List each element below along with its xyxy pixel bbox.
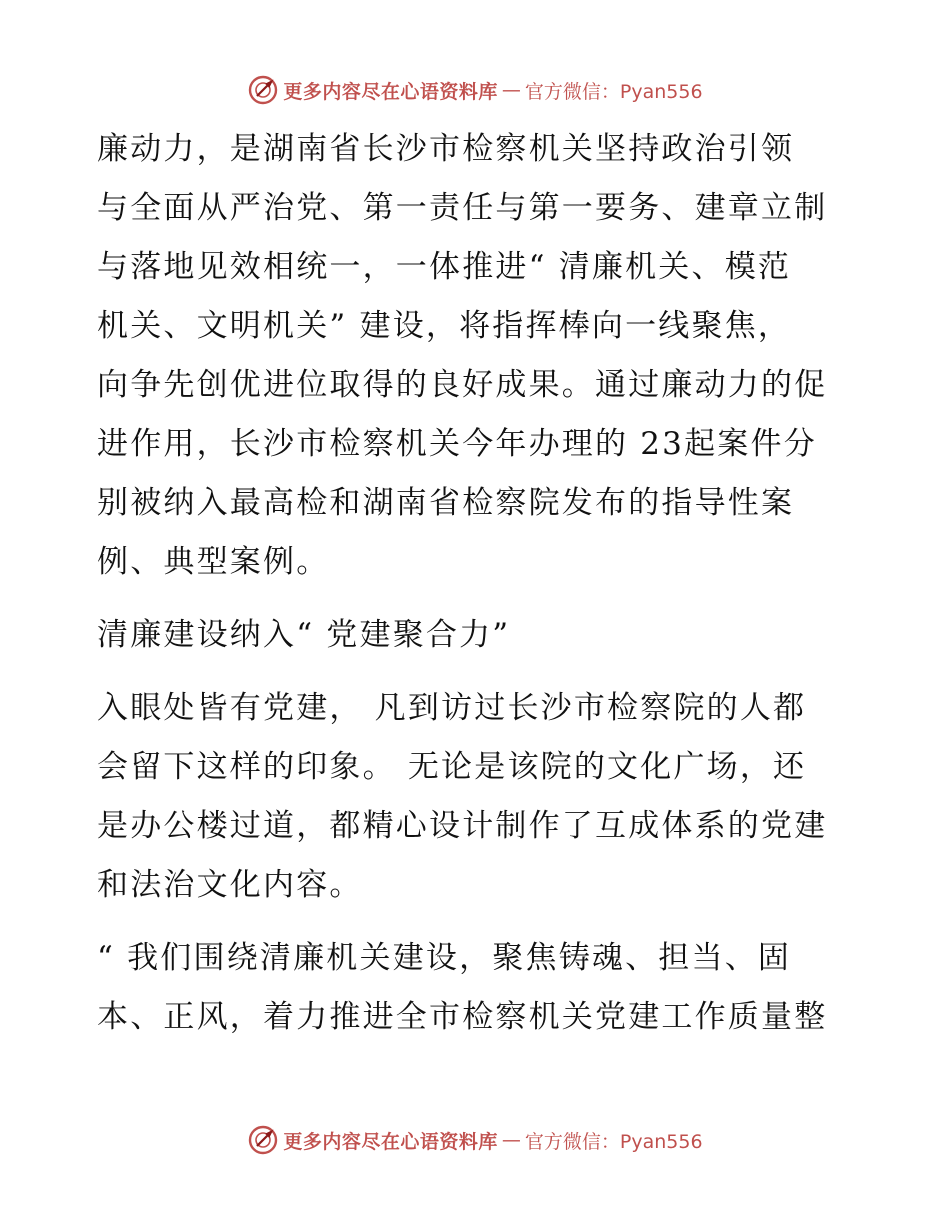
text-line: 本、正风，着力推进全市检察机关党建工作质量整 bbox=[97, 999, 828, 1035]
watermark-contact: 官方微信：Pyan556 bbox=[524, 80, 703, 103]
paragraph-3 bbox=[97, 929, 857, 1047]
paragraph-spacer bbox=[97, 665, 857, 679]
text-line: 是办公楼过道，都精心设计制作了互成体系的党建 bbox=[97, 808, 828, 844]
paragraph-1 bbox=[97, 120, 857, 592]
text-line: 机关、文明机关” 建设，将指挥棒向一线聚焦， bbox=[97, 308, 792, 344]
watermark-contact: 官方微信：Pyan556 bbox=[524, 1130, 703, 1153]
footer-watermark bbox=[0, 1120, 950, 1160]
heading-line: 清廉建设纳入“ 党建聚合力” bbox=[97, 617, 511, 653]
text-line: 与全面从严治党、第一责任与第一要务、建章立制 bbox=[97, 190, 828, 226]
paragraph-2 bbox=[97, 679, 857, 915]
text-line: 别被纳入最高检和湖南省检察院发布的指导性案 bbox=[97, 485, 795, 521]
watermark-brand: 更多内容尽在心语资料库 bbox=[283, 80, 498, 103]
section-heading bbox=[97, 606, 857, 665]
text-line: 会留下这样的印象。 无论是该院的文化广场，还 bbox=[97, 749, 807, 785]
text-line: “ 我们围绕清廉机关建设，聚焦铸魂、担当、固 bbox=[97, 940, 792, 976]
paragraph-spacer bbox=[97, 915, 857, 929]
text-line: 进作用，长沙市检察机关今年办理的 23起案件分 bbox=[97, 426, 817, 462]
watermark-separator: — bbox=[501, 1129, 521, 1151]
watermark-brand: 更多内容尽在心语资料库 bbox=[283, 1130, 498, 1153]
logo-icon bbox=[247, 74, 279, 106]
logo-icon bbox=[247, 1124, 279, 1156]
text-line: 廉动力，是湖南省长沙市检察机关坚持政治引领 bbox=[97, 131, 795, 167]
text-line: 和法治文化内容。 bbox=[97, 867, 363, 903]
document-body bbox=[97, 120, 857, 1047]
header-watermark bbox=[0, 70, 950, 110]
text-line: 与落地见效相统一，一体推进“ 清廉机关、模范 bbox=[97, 249, 792, 285]
text-line: 例、典型案例。 bbox=[97, 544, 330, 580]
text-line: 向争先创优进位取得的良好成果。通过廉动力的促 bbox=[97, 367, 828, 403]
paragraph-spacer bbox=[97, 592, 857, 606]
text-line: 入眼处皆有党建， 凡到访过长沙市检察院的人都 bbox=[97, 690, 807, 726]
watermark-separator: — bbox=[501, 79, 521, 101]
